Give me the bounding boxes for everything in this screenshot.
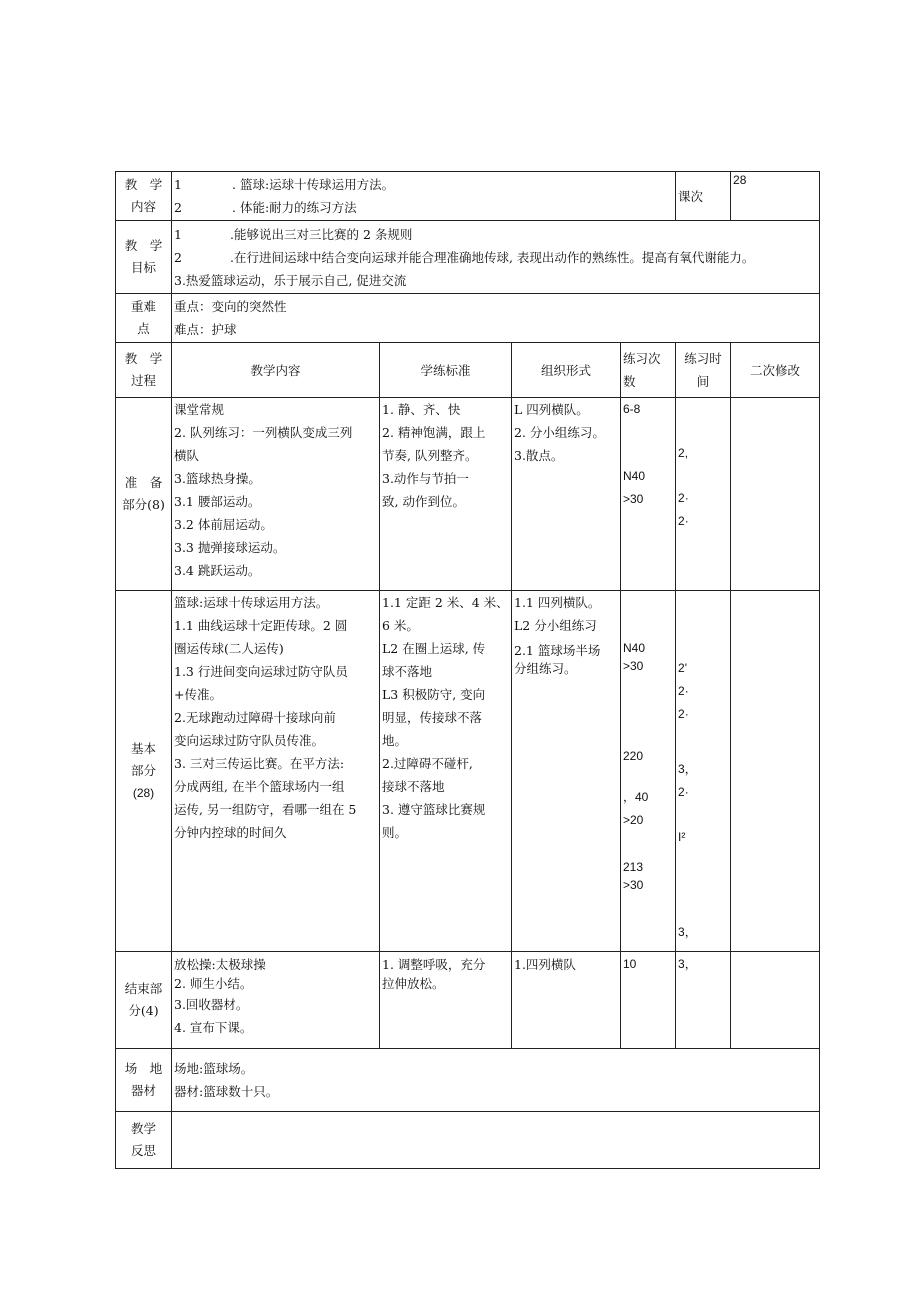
basic-time-line: 2· [678,785,689,799]
process-header-row [116,343,820,398]
header-time-line-2: 间 [696,374,710,389]
prep-label [116,398,172,591]
prep-content-line: 3.1 腰部运动。 [174,494,261,509]
header-standard-text: 学练标准 [420,362,471,378]
basic-count-line: 213 [623,860,644,874]
prep-content-line: 3.4 跳跃运动。 [174,563,261,578]
end-content-line: 3.回收器材。 [174,997,249,1012]
basic-time-spacer [678,591,728,657]
basic-count-line: N40 [623,641,646,655]
prep-standard-line: 节奏, 队列整齐。 [382,448,478,463]
basic-standard-line: L3 积极防守, 变向 [382,687,486,702]
prep-revision [731,398,820,591]
header-revision-text: 二次修改 [750,362,801,378]
reflection-label-line-1: 教学 [130,1121,156,1136]
goals-label-line-2: 目标 [130,260,156,275]
venue-line: 场地:篮球场。 [174,1061,254,1076]
prep-standard-line: 1. 静、齐、快 [382,402,461,417]
basic-count-line: >30 [623,878,644,892]
basic-time-line: 2· [678,684,689,698]
end-standard-line: 1. 调整呼吸，充分 [382,957,486,972]
prep-content-line: 3.2 体前屈运动。 [174,517,273,532]
content-line-1-text: . 篮球:运球十传球运用方法。 [232,177,395,192]
basic-time-spacer [678,726,728,758]
basic-content-line: 圈运传球(二人运传) [174,641,284,656]
prep-standard-line: 致, 动作到位。 [382,494,465,509]
reflection-label-line-2: 反思 [130,1143,156,1158]
basic-content-line: 1.1 曲线运球十定距传球。2 圆 [174,618,348,633]
difficulty-label [116,294,172,343]
reflection-label [116,1112,172,1169]
lesson-number-label [676,172,731,221]
basic-label-line-3: (28) [132,786,155,800]
basic-standard-line: 地。 [382,733,408,748]
basic-count-spacer [623,832,673,858]
goal-line-3: 3.热爱篮球运动，乐于展示自己, 促进交流 [174,272,407,288]
end-content-line: 2. 师生小结。 [174,976,253,991]
prep-time-spacer [678,420,728,442]
basic-standard-line: 明显，传接球不落 [382,710,483,725]
process-label [116,343,172,398]
content-line-1-number: 1 [174,177,182,192]
basic-content-line: 1.3 行进间变向运球过防守队员 [174,664,348,679]
prep-standard-line: 2. 精神饱满，跟上 [382,425,486,440]
basic-standard-line: 3. 遵守篮球比赛规 [382,802,486,817]
prep-standard-line: 3.动作与节拍一 [382,471,469,486]
basic-time-spacer [678,804,728,826]
basic-revision [731,591,820,952]
header-count-line-1: 练习次 [623,351,661,366]
venue-text [172,1049,820,1112]
basic-standard-line: 2.过障碍不碰杆, [382,756,473,771]
prep-count-spacer [623,443,673,465]
hard-point: 难点：护球 [174,322,237,337]
goals-row [116,221,820,294]
end-section-row [116,952,820,1049]
goal-2-number: 2 [174,249,182,265]
basic-content [172,591,380,952]
end-content-line: 放松操:太极球操 [174,957,266,972]
end-standard-line: 拉伸放松。 [382,976,445,991]
basic-time-line: 2· [678,707,689,721]
basic-organization-line: 2.1 篮球场半场 [514,643,601,658]
end-time-line: 3， [678,957,697,971]
prep-time-line: 2· [678,491,689,505]
basic-standard-line: L2 在圈上运球, 传 [382,641,486,656]
key-point: 重点：变向的突然性 [174,299,287,314]
prep-label-line-1: 准 备 [124,475,163,490]
difficulty-label-line-1: 重难 [130,299,156,314]
basic-standard-line: 6 米。 [382,618,419,633]
header-revision [731,343,820,398]
basic-content-line: +传准。 [174,687,222,702]
lesson-plan-sheet [115,171,819,1170]
basic-standard-line: 接球不落地 [382,779,445,794]
basic-time-spacer [678,849,728,921]
end-revision [731,952,820,1049]
header-time-line-1: 练习时 [684,351,722,366]
difficulty-label-line-2: 点 [137,321,150,336]
content-label [116,172,172,221]
prep-count-spacer [623,421,673,443]
prep-content-line: 3.篮球热身操。 [174,471,261,486]
basic-count-line: 220 [623,749,644,763]
content-label-line-2: 内容 [130,199,156,214]
basic-count-line: ，40 [623,790,649,804]
prep-count-line: >30 [623,492,644,506]
prep-time-line: 2· [678,514,689,528]
goal-line-2 [174,246,817,269]
end-label-line-1: 结束部 [124,981,163,996]
reflection-row [116,1112,820,1169]
basic-count-spacer [623,768,673,786]
prep-organization-line: 2. 分小组练习。 [514,425,605,440]
goal-1-number: 1 [174,226,182,242]
header-content-text: 教学内容 [250,362,301,378]
prep-time [676,398,731,591]
basic-standard-line: 则。 [382,825,408,840]
equipment-line: 器材:篮球数十只。 [174,1084,279,1099]
lesson-number-label-text: 课次 [678,188,704,204]
basic-time-line: I² [678,830,686,844]
difficulty-text [172,294,820,343]
goals-label-line-1: 教 学 [124,238,163,253]
lesson-plan-table [115,171,820,1169]
basic-content-line: 3. 三对三传运比赛。在平方法: [174,756,345,771]
venue-label [116,1049,172,1112]
end-count-line: 10 [623,957,637,971]
basic-content-line: 分钟内控球的时间久 [174,825,287,840]
prep-organization-line: L 四列横队。 [514,402,589,417]
header-standard [380,343,512,398]
basic-content-line: 变向运球过防守队员传准。 [174,733,325,748]
basic-count-line: >20 [623,813,644,827]
venue-label-line-1: 场 地 [124,1061,163,1076]
prep-count-line: N40 [623,469,646,483]
header-organization [512,343,621,398]
basic-label-line-1: 基本 [130,741,156,756]
header-organization-text: 组织形式 [540,362,591,378]
difficulty-row [116,294,820,343]
end-standard [380,952,512,1049]
prep-content [172,398,380,591]
basic-content-line: 分成两组, 在半个篮球场内一组 [174,779,345,794]
basic-label-line-2: 部分 [130,763,156,778]
prep-label-line-2: 部分(8) [122,497,165,512]
prep-content-line: 3.3 抛弹接球运动。 [174,540,286,555]
reflection-text [172,1112,820,1169]
basic-time [676,591,731,952]
prep-organization [512,398,621,591]
basic-count-line: >30 [623,659,644,673]
process-label-line-2: 过程 [130,373,156,388]
header-content [172,343,380,398]
prep-section-row [116,398,820,591]
end-time [676,952,731,1049]
content-line-2 [174,196,673,219]
end-count [621,952,676,1049]
lesson-number-value-text: 28 [733,173,747,187]
end-label [116,952,172,1049]
basic-time-line: 3， [678,762,697,776]
basic-content-line: 2.无球跑动过障碍十接球向前 [174,710,336,725]
goal-2-text: .在行进间运球中结合变向运球并能合理准确地传球, 表现出动作的熟练性。提高有氧代谢能力。 [230,249,755,265]
process-label-line-1: 教 学 [124,351,163,366]
content-line-2-number: 2 [174,200,182,215]
basic-organization-line: 分组练习。 [514,661,577,676]
basic-organization [512,591,621,952]
basic-standard-line: 1.1 定距 2 米、4 米、 [382,595,509,610]
prep-count-line: 6-8 [623,402,641,416]
prep-time-line: 2, [678,446,689,460]
end-content [172,952,380,1049]
header-time [676,343,731,398]
prep-organization-line: 3.散点。 [514,448,564,463]
basic-count-spacer [623,591,673,639]
basic-count-spacer [623,675,673,745]
end-organization-line: 1.四列横队 [514,957,576,972]
prep-time-spacer [678,465,728,487]
goals-text [172,221,820,294]
end-organization [512,952,621,1049]
goal-1-text: .能够说出三对三比赛的 2 条规则 [230,226,413,242]
prep-time-spacer [678,398,728,420]
end-label-line-2: 分(4) [128,1003,159,1018]
content-row [116,172,820,221]
basic-count [621,591,676,952]
goals-label [116,221,172,294]
basic-standard-line: 球不落地 [382,664,433,679]
basic-content-line: 运传, 另一组防守，看哪一组在 5 [174,802,357,817]
prep-content-line: 横队 [174,448,200,463]
basic-organization-line: L2 分小组练习 [514,618,597,633]
basic-label [116,591,172,952]
venue-row [116,1049,820,1112]
venue-label-line-2: 器材 [130,1083,156,1098]
header-count-line-2: 数 [623,374,636,389]
basic-content-line: 篮球:运球十传球运用方法。 [174,595,329,610]
header-count [621,343,676,398]
content-label-line-1: 教 学 [124,177,163,192]
prep-count [621,398,676,591]
goal-line-1 [174,223,817,246]
content-text [172,172,676,221]
basic-time-line: 2' [678,661,688,675]
prep-content-line: 2. 队列练习：一列横队变成三列 [174,425,353,440]
basic-time-line: 3， [678,925,697,939]
basic-standard [380,591,512,952]
basic-organization-line: 1.1 四列横队。 [514,595,601,610]
basic-section-row [116,591,820,952]
end-content-line: 4. 宣布下课。 [174,1020,253,1035]
prep-content-line: 课堂常规 [174,402,225,417]
prep-standard [380,398,512,591]
lesson-number-value [731,172,820,221]
content-line-1 [174,173,673,196]
content-line-2-text: . 体能:耐力的练习方法 [232,200,357,215]
